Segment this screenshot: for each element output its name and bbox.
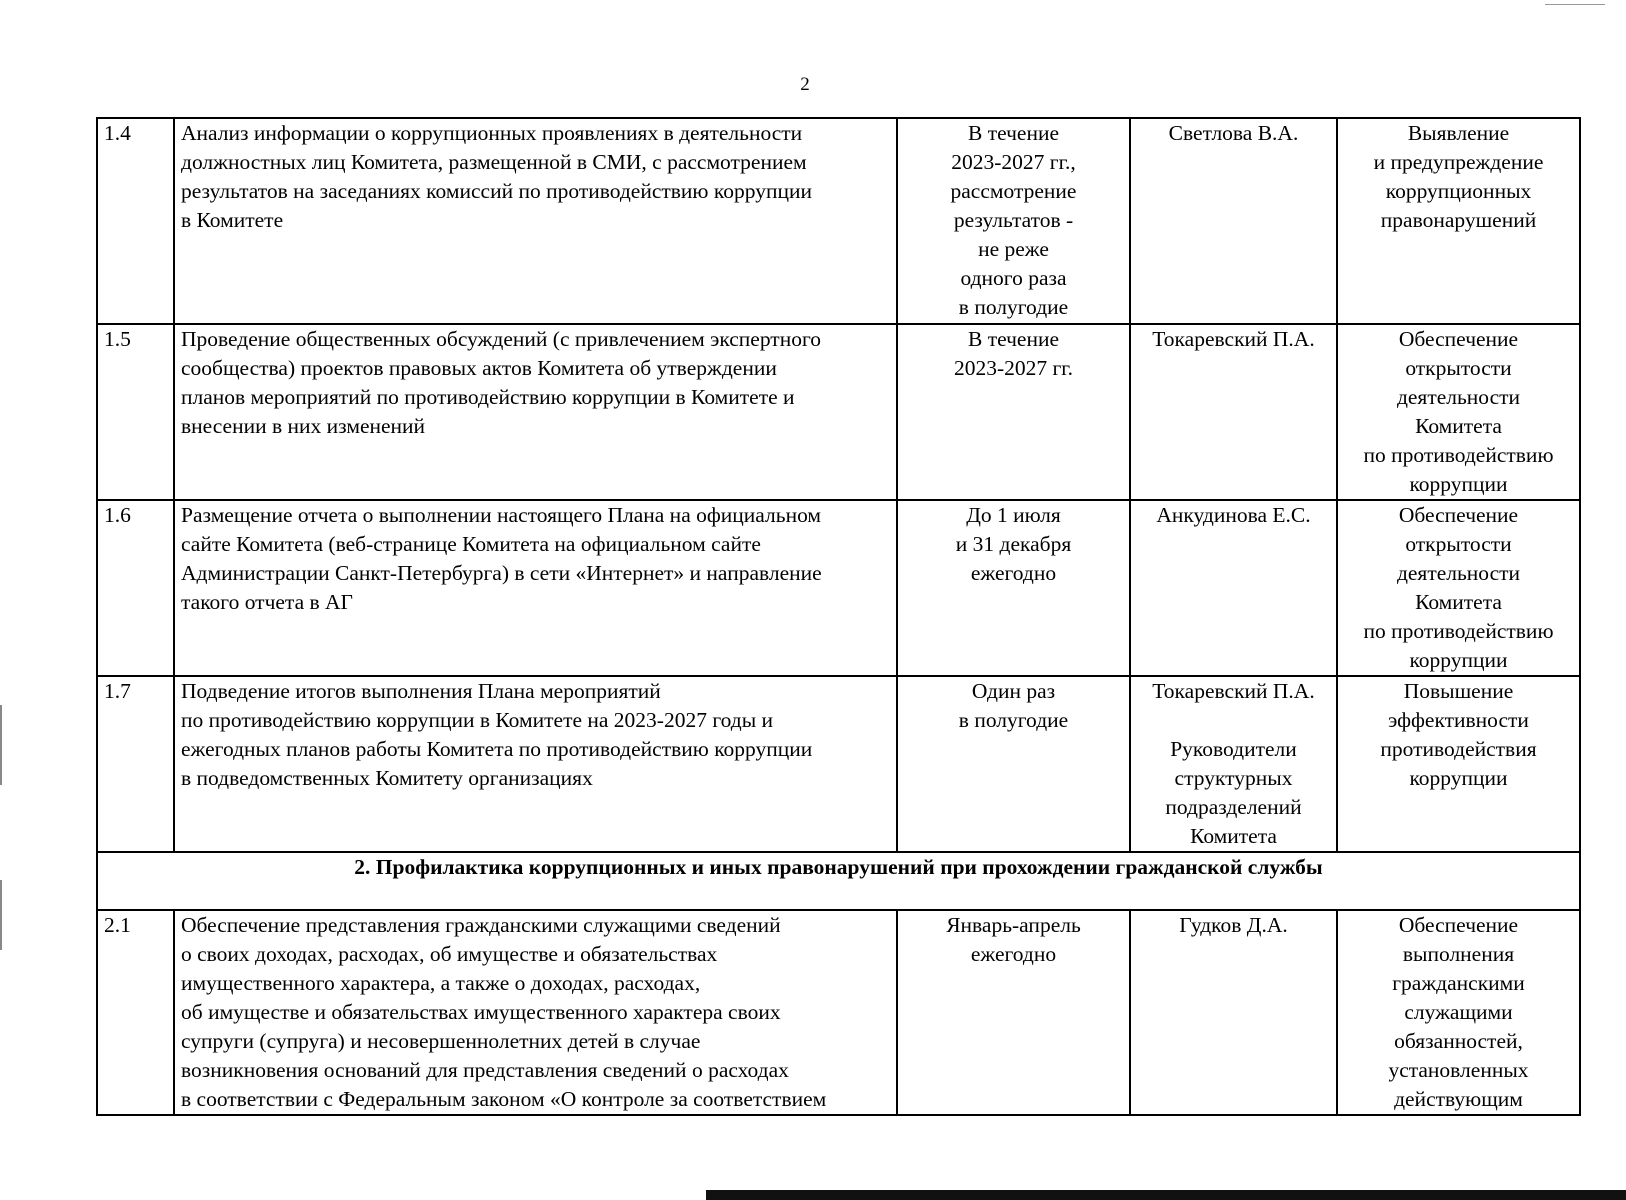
deadline-cell: До 1 июля и 31 декабря ежегодно [897,500,1130,676]
responsible-cell: Анкудинова Е.С. [1130,500,1337,676]
section-heading-row [97,852,1580,910]
expected-result-cell: Выявление и предупреждение коррупционных правонарушений [1337,118,1580,324]
responsible-cell: Гудков Д.А. [1130,910,1337,1115]
expected-result-cell: Обеспечение выполнения гражданскими служащими обязанностей, установленных действующим [1337,910,1580,1115]
expected-result-cell: Повышение эффективности противодействия коррупции [1337,676,1580,852]
scan-edge-bar [706,1190,1626,1200]
measure-description: Проведение общественных обсуждений (с привлечением экспертного сообщества) проектов правовых актов Комитета об утверждении планов мероприятий по противодействию коррупции в Комитете и внесении в них изменений [174,324,897,500]
deadline-cell: Январь-апрель ежегодно [897,910,1130,1115]
measure-description: Анализ информации о коррупционных проявлениях в деятельности должностных лиц Комитета, размещенной в СМИ, с рассмотрением результатов на заседаниях комиссий по противодействию коррупции в Комитете [174,118,897,324]
row-number: 1.7 [97,676,174,852]
deadline-cell: В течение 2023-2027 гг., рассмотрение результатов - не реже одного раза в полугодие [897,118,1130,324]
expected-result-cell: Обеспечение открытости деятельности Комитета по противодействию коррупции [1337,324,1580,500]
left-edge-mark [0,705,2,785]
row-number: 1.5 [97,324,174,500]
table-row [97,118,1580,324]
responsible-cell: Светлова В.А. [1130,118,1337,324]
row-number: 1.6 [97,500,174,676]
deadline-cell: Один раз в полугодие [897,676,1130,852]
deadline-cell: В течение 2023-2027 гг. [897,324,1130,500]
responsible-cell: Токаревский П.А. Руководители структурных подразделений Комитета [1130,676,1337,852]
measure-description: Обеспечение представления гражданскими служащими сведений о своих доходах, расходах, об имуществе и обязательствах имущественного характера, а также о доходах, расходах, об имуществе и обязательствах имущественного характера своих супруги (супруга) и несовершеннолетних детей в случае возникновения оснований для представления сведений о расходах в соответствии с Федеральным законом «О контроле за соответствием [174,910,897,1115]
measure-description: Подведение итогов выполнения Плана мероприятий по противодействию коррупции в Комитете на 2023-2027 годы и ежегодных планов работы Комитета по противодействию коррупции в подведомственных Комитету организациях [174,676,897,852]
row-number: 1.4 [97,118,174,324]
measures-table [96,117,1581,1116]
table-row [97,500,1580,676]
responsible-cell: Токаревский П.А. [1130,324,1337,500]
section-heading: 2. Профилактика коррупционных и иных правонарушений при прохождении гражданской службы [97,852,1580,910]
table-row [97,324,1580,500]
table-row [97,676,1580,852]
top-edge-mark [1545,4,1605,5]
table-row [97,910,1580,1115]
expected-result-cell: Обеспечение открытости деятельности Комитета по противодействию коррупции [1337,500,1580,676]
row-number: 2.1 [97,910,174,1115]
left-edge-mark [0,880,2,950]
measure-description: Размещение отчета о выполнении настоящего Плана на официальном сайте Комитета (веб-странице Комитета на официальном сайте Администрации Санкт-Петербурга) в сети «Интернет» и направление такого отчета в АГ [174,500,897,676]
page-number: 2 [800,74,810,95]
